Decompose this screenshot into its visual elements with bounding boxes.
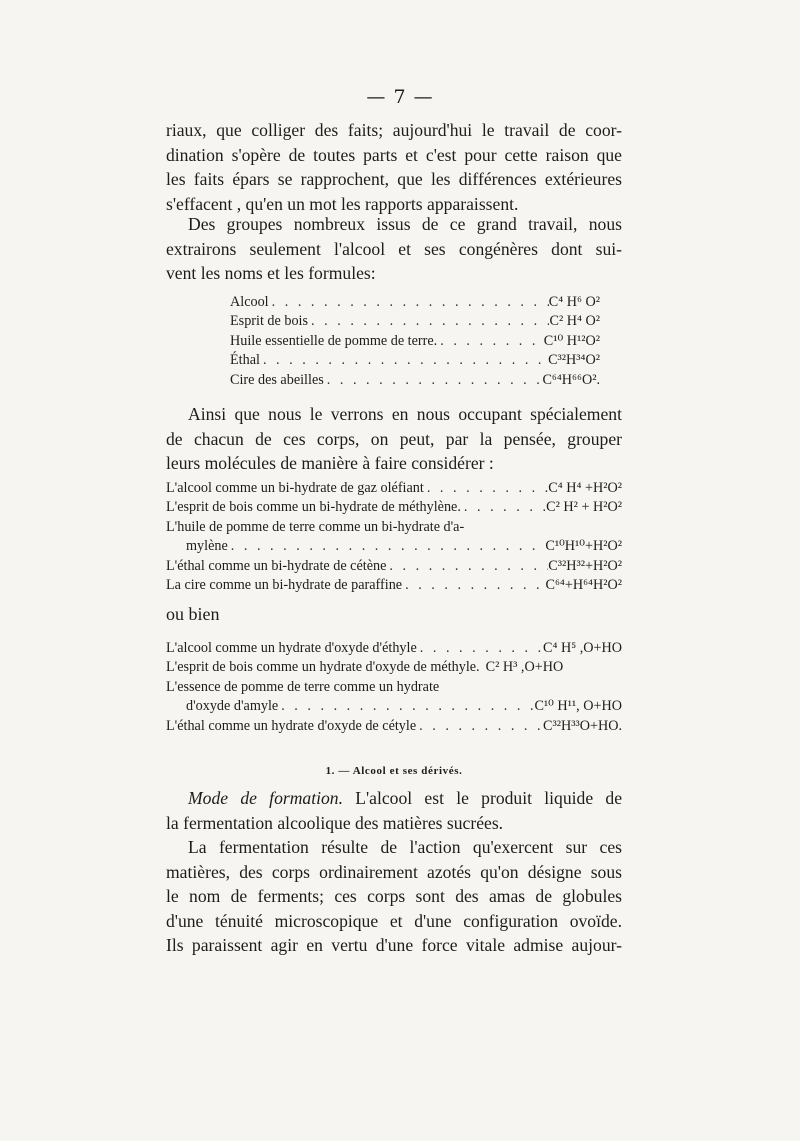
text-line: matières, des corps ordinairement azotés qu'on désigne sous xyxy=(166,861,622,882)
text-line: vent les noms et les formules: xyxy=(166,263,376,283)
text-line: s'effacent , qu'en un mot les rapports apparaissent. xyxy=(166,193,519,214)
row-label: L'alcool comme un bi-hydrate de gaz oléfiant xyxy=(166,480,424,496)
list-item xyxy=(166,717,622,736)
row-formula: C³²H³³O+HO. xyxy=(542,717,622,734)
row-label: La cire comme un bi-hydrate de paraffine xyxy=(166,577,403,594)
list-item xyxy=(166,678,622,697)
list-item xyxy=(230,293,600,312)
text-line: dination s'opère de toutes parts et c'est pour cette raison que xyxy=(166,144,622,165)
compound-name: Esprit de bois xyxy=(230,313,309,330)
list-item xyxy=(166,498,622,517)
compound-formula: C⁴ H⁶ O² xyxy=(548,294,600,310)
text-line: les faits épars se rapprochent, que les différences extérieures xyxy=(166,169,622,189)
list-item xyxy=(166,537,622,556)
leader-dots xyxy=(402,576,545,595)
hydrate-list xyxy=(166,639,622,736)
leader-dots xyxy=(260,351,548,370)
leader-dots xyxy=(386,557,548,576)
text-line: riaux, que colliger des faits; aujourd'hui le travail de coor- xyxy=(166,120,622,140)
compound-formula: C² H⁴ O² xyxy=(549,313,600,330)
row-label: L'huile de pomme de terre comme un bi-hydrate d'a- xyxy=(166,518,465,535)
list-item xyxy=(230,351,600,370)
row-formula: C⁴ H⁴ +H²O² xyxy=(548,480,622,496)
mode-paragraph xyxy=(166,786,622,835)
list-item xyxy=(230,371,600,390)
row-formula: C⁴ H⁵ ,O+HO xyxy=(543,640,622,656)
leader-dots xyxy=(308,312,549,331)
compound-formula: C³²H³⁴O² xyxy=(548,352,600,369)
row-label: L'esprit de bois comme un bi-hydrate de méthylène. xyxy=(166,499,461,516)
row-label: L'esprit de bois comme un hydrate d'oxyde de méthyle. xyxy=(166,659,480,676)
list-item xyxy=(166,639,622,658)
list-item xyxy=(166,697,622,716)
compound-name: Alcool xyxy=(230,294,269,310)
list-item xyxy=(166,557,622,576)
ou-bien: ou bien xyxy=(166,604,220,624)
list-item xyxy=(166,479,622,498)
compound-name: Éthal xyxy=(230,352,260,369)
leader-dots xyxy=(417,639,543,658)
row-label: L'éthal comme un hydrate d'oxyde de cétyle xyxy=(166,717,417,734)
text-line: la fermentation alcoolique des matières sucrées. xyxy=(166,812,504,833)
text-line: Ils paraissent agir en vertu d'une force vitale admise aujour- xyxy=(166,935,622,955)
leader-dots xyxy=(461,498,546,517)
row-label: L'essence de pomme de terre comme un hydrate xyxy=(166,678,440,695)
intro-paragraph xyxy=(166,118,622,216)
leader-dots xyxy=(416,717,543,736)
page-number: — 7 — xyxy=(366,86,434,108)
leader-dots xyxy=(269,293,549,312)
leader-dots xyxy=(437,332,544,351)
row-label: mylène xyxy=(186,538,228,555)
row-formula: C¹⁰H¹⁰+H²O² xyxy=(545,538,622,555)
leader-dots xyxy=(424,479,548,498)
text-line: Des groupes nombreux issus de ce grand travail, nous xyxy=(188,214,622,234)
text-line: leurs molécules de manière à faire considérer : xyxy=(166,453,494,473)
compound-list xyxy=(230,293,600,390)
groups-paragraph xyxy=(166,212,622,286)
row-formula: C² H² + H²O² xyxy=(546,499,622,516)
list-item xyxy=(230,332,600,351)
list-item xyxy=(166,518,622,537)
text-line xyxy=(166,786,622,811)
text-line: d'une ténuité microscopique et d'une configuration ovoïde. xyxy=(166,910,622,931)
compound-name: Cire des abeilles xyxy=(230,371,324,388)
list-item xyxy=(166,576,622,595)
text-line: le nom de ferments; ces corps sont des amas de globules xyxy=(166,886,622,906)
ainsi-paragraph xyxy=(166,402,622,476)
row-label: d'oxyde d'amyle xyxy=(186,698,279,715)
text-line: de chacun de ces corps, on peut, par la pensée, grouper xyxy=(166,428,622,449)
leader-dots xyxy=(278,697,534,716)
mode-lead: Mode de formation. xyxy=(188,788,343,808)
row-formula: C³²H³²+H²O² xyxy=(548,557,622,574)
mode-text: L'alcool est le produit liquide de xyxy=(343,788,622,808)
text-line: La fermentation résulte de l'action qu'exercent sur ces xyxy=(188,837,622,857)
row-label: L'éthal comme un bi-hydrate de cétène xyxy=(166,557,387,574)
text-line: extrairons seulement l'alcool et ses congénères dont sui- xyxy=(166,238,622,259)
leader-dots xyxy=(228,537,546,556)
row-label: L'alcool comme un hydrate d'oxyde d'éthyle xyxy=(166,640,417,656)
row-formula: C⁶⁴+H⁶⁴H²O² xyxy=(545,577,622,594)
fermentation-paragraph xyxy=(166,835,622,958)
section-title: 1. — Alcool et ses dérivés. xyxy=(325,765,463,777)
row-formula: C¹⁰ H¹¹, O+HO xyxy=(534,698,622,715)
compound-formula: C¹⁰ H¹²O² xyxy=(543,332,600,349)
row-formula: C² H³ ,O+HO xyxy=(485,659,564,676)
compound-formula: C⁶⁴H⁶⁶O². xyxy=(542,371,600,388)
text-line: Ainsi que nous le verrons en nous occupant spécialement xyxy=(188,404,622,424)
leader-dots xyxy=(324,371,543,390)
list-item xyxy=(230,312,600,331)
bihydrate-list xyxy=(166,479,622,595)
list-item xyxy=(166,658,622,677)
compound-name: Huile essentielle de pomme de terre. xyxy=(230,332,438,349)
